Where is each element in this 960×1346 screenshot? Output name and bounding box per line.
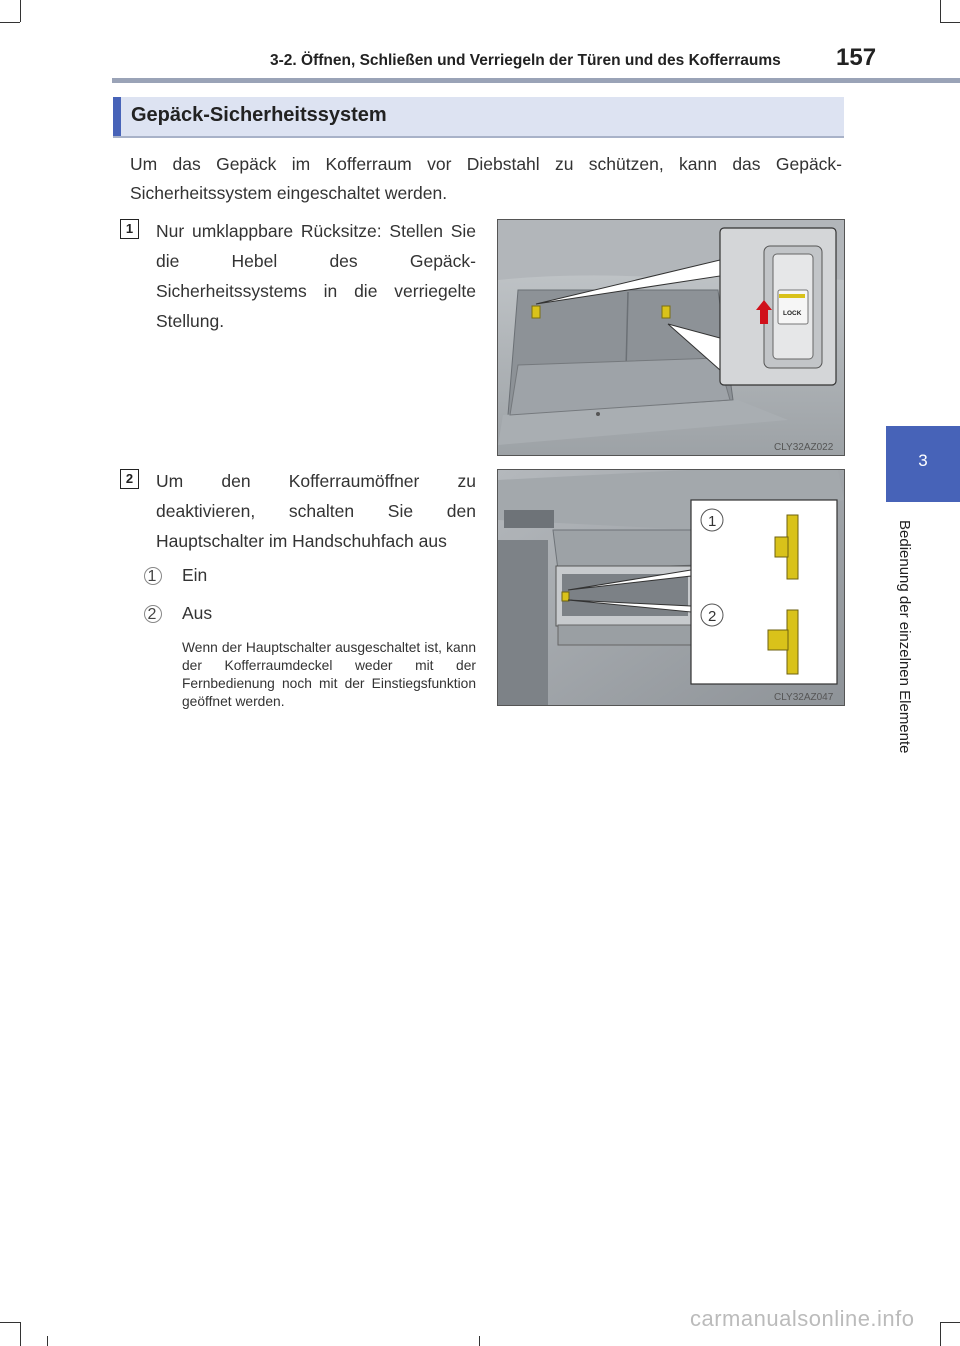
running-header-title: 3-2. Öffnen, Schließen und Verriegeln der Türen und des Kofferraums bbox=[270, 52, 781, 69]
lock-label: LOCK bbox=[783, 310, 802, 317]
figure-callout-2: 2 bbox=[708, 608, 717, 625]
crop-mark bbox=[0, 1322, 20, 1323]
legend-number-1: 1 bbox=[142, 565, 162, 587]
glovebox-illustration bbox=[498, 470, 844, 705]
section-title: Gepäck-Sicherheitssystem bbox=[131, 104, 387, 126]
section-rule bbox=[113, 136, 844, 138]
figure-code: CLY32AZ022 bbox=[774, 442, 834, 453]
trunk-illustration bbox=[498, 220, 844, 455]
glovebox-figure bbox=[497, 469, 845, 706]
crop-mark bbox=[0, 22, 20, 23]
watermark: carmanualsonline.info bbox=[690, 1306, 915, 1331]
figure-code: CLY32AZ047 bbox=[774, 692, 834, 703]
step-2-text: Um den Kofferraumöffner zu deaktivieren, schalten Sie den Hauptschalter im Handschuhfach aus bbox=[156, 471, 476, 551]
crop-mark bbox=[479, 1336, 480, 1346]
crop-mark bbox=[940, 1322, 960, 1323]
crop-mark bbox=[20, 1322, 21, 1346]
legend-label-2: Aus bbox=[182, 603, 213, 623]
intro-paragraph: Um das Gepäck im Kofferraum vor Diebstahl zu schützen, kann das Gepäck-Sicherheitssystem eingeschaltet werden. bbox=[130, 154, 842, 203]
step-2-note: Wenn der Hauptschalter ausgeschaltet ist, kann der Kofferraumdeckel weder mit der Fernbedienung noch mit der Einstiegsfunktion geöffnet werden. bbox=[182, 640, 476, 709]
crop-mark bbox=[20, 0, 21, 22]
page-number: 157 bbox=[836, 44, 877, 71]
chapter-tab: 3 bbox=[886, 426, 960, 502]
step-number-1: 1 bbox=[120, 219, 139, 239]
legend-number-2: 2 bbox=[142, 603, 162, 625]
crop-mark bbox=[940, 22, 960, 23]
step-number-2: 2 bbox=[120, 469, 139, 489]
trunk-figure bbox=[497, 219, 845, 456]
crop-mark bbox=[940, 0, 941, 22]
crop-mark bbox=[47, 1336, 48, 1346]
chapter-side-label bbox=[895, 520, 919, 790]
figure-callout-1: 1 bbox=[708, 513, 717, 530]
crop-mark bbox=[940, 1322, 941, 1346]
step-1-text: Nur umklappbare Rücksitze: Stellen Sie die Hebel des Gepäck-Sicherheitssystems in die verriegelte Stellung. bbox=[156, 221, 476, 331]
header-rule bbox=[112, 78, 960, 83]
legend-label-1: Ein bbox=[182, 565, 208, 585]
chapter-side-label-text: Bedienung der einzelnen Elemente bbox=[896, 520, 913, 754]
